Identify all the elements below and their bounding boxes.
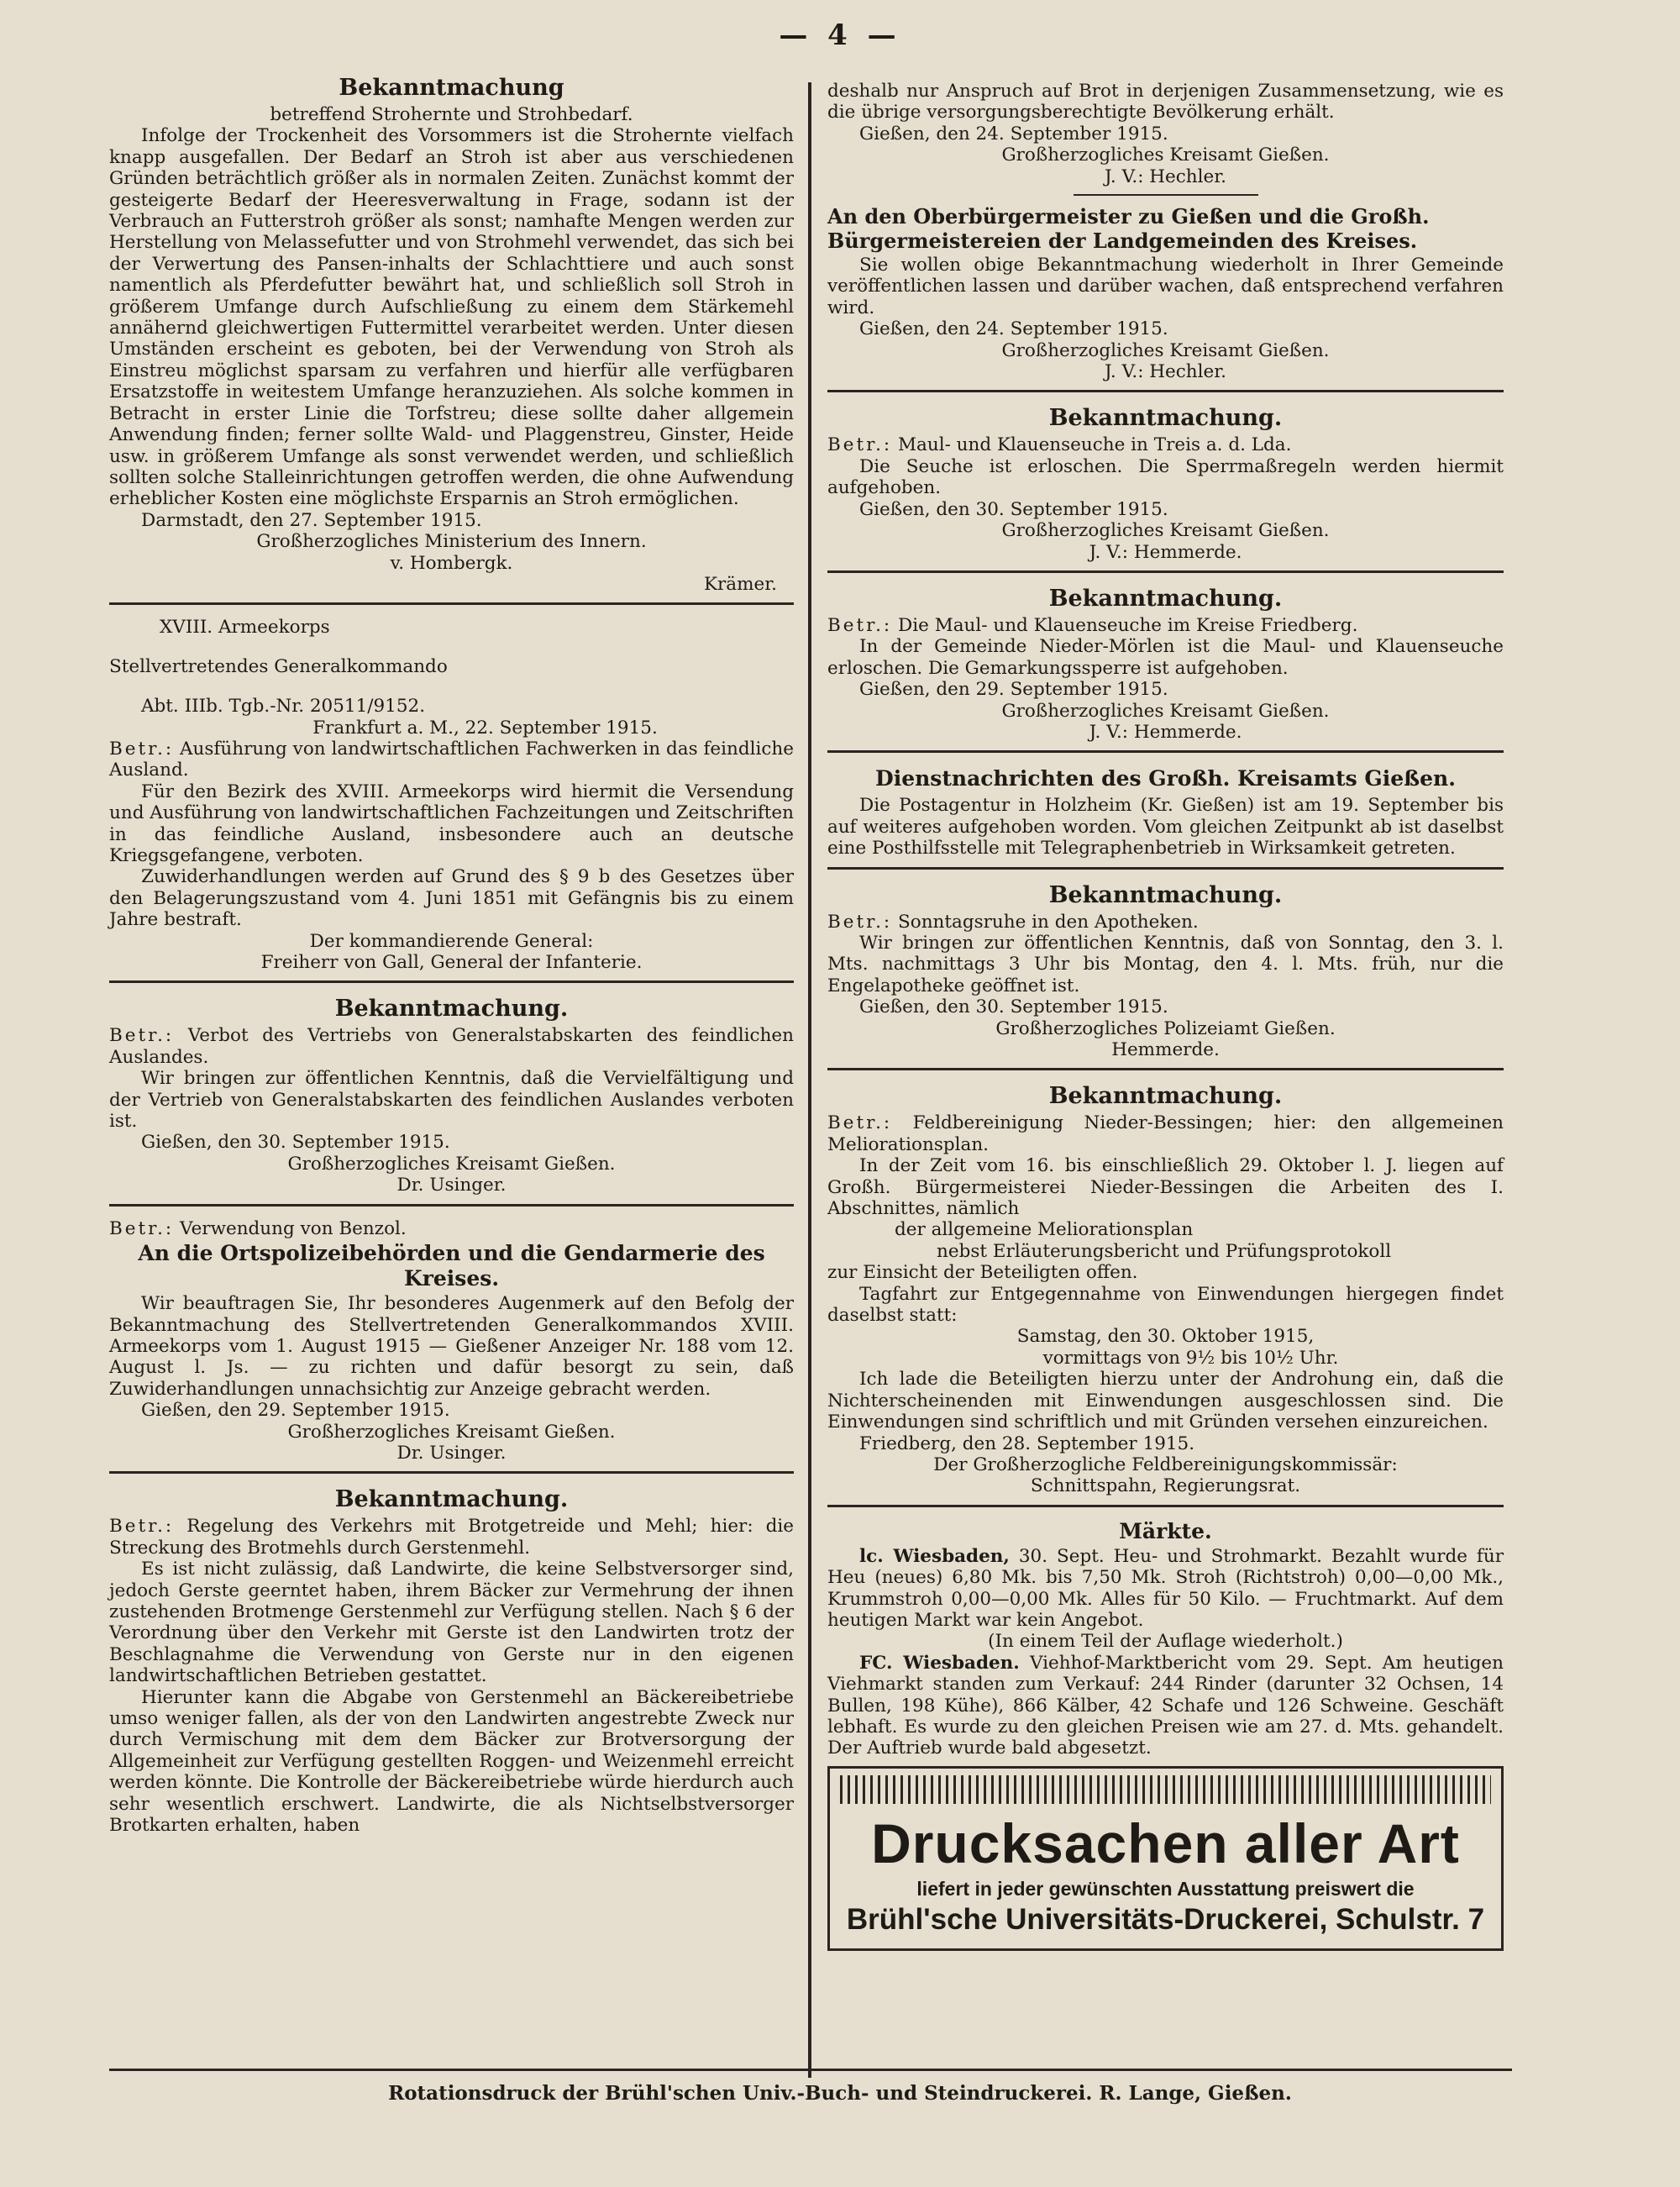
article-signer: J. V.: Hechler. xyxy=(1104,361,1226,383)
article-apotheken xyxy=(827,881,1504,1061)
divider xyxy=(109,1471,794,1474)
article-dienstnachrichten xyxy=(827,765,1504,859)
article-signer: Dr. Usinger. xyxy=(396,1175,507,1196)
article-title: Bekanntmachung xyxy=(339,75,564,101)
article-friedberg xyxy=(827,585,1504,743)
article-title: Dienstnachrichten des Großh. Kreisamts Gießen. xyxy=(875,766,1456,791)
betr-text: Feldbereinigung Nieder-Bessingen; hier: den allgemeinen Meliorationsplan. xyxy=(827,1112,1504,1155)
article-signer: J. V.: Hechler. xyxy=(1104,166,1226,187)
article-oberbuergermeister xyxy=(827,204,1504,382)
list-item: der allgemeine Meliorationsplan xyxy=(895,1219,1194,1241)
article-authority: Der Großherzogliche Feldbereinigungskommissär: xyxy=(933,1454,1398,1475)
article-subtitle: betreffend Strohernte und Strohbedarf. xyxy=(270,104,633,125)
ad-headline: Drucksachen aller Art xyxy=(871,1811,1460,1874)
list-item: nebst Erläuterungsbericht und Prüfungsprotokoll xyxy=(937,1240,1392,1262)
article-date: Friedberg, den 28. September 1915. xyxy=(859,1433,1195,1454)
article-body: In der Zeit vom 16. bis einschließlich 29. Oktober l. J. liegen auf Großh. Bürgermeisterei Nieder-Bessingen die Arbeiten des I. Abschnittes, nämlich xyxy=(827,1155,1504,1220)
article-body: Viehhof-Marktbericht vom 29. Sept. Am heutigen Viehmarkt standen zum Verkauf: 244 Rinder (darunter 32 Ochsen, 14 Bullen, 198 Kühe), 866 Kälber, 42 Schafe und 126 Schweine. Geschäft lebhaft. Es wurde zu den gleichen Preisen wie am 27. d. Mts. gehandelt. Der Auftrieb wurde bald abgesetzt. xyxy=(827,1652,1504,1759)
article-body: Die Postagentur in Holzheim (Kr. Gießen) ist am 19. September bis auf weiteres aufgehoben worden. Vom gleichen Zeitpunkt ab ist daselbst eine Posthilfsstelle mit Telegraphenbetrieb in Wirksamkeit getreten. xyxy=(827,795,1504,860)
divider xyxy=(109,1204,794,1207)
article-date: Gießen, den 29. September 1915. xyxy=(859,679,1168,701)
divider xyxy=(827,390,1504,392)
article-signer: Schnittspahn, Regierungsrat. xyxy=(1030,1475,1301,1497)
left-column xyxy=(109,72,794,1836)
divider xyxy=(827,750,1504,753)
ad-tagline: liefert in jeder gewünschten Ausstattung preiswert die xyxy=(916,1877,1415,1900)
article-title: An die Ortspolizeibehörden und die Gendarmerie des Kreises. xyxy=(138,1241,765,1291)
article-feldbereinigung xyxy=(827,1082,1504,1496)
article-authority: Großherzogliches Kreisamt Gießen. xyxy=(287,1421,616,1443)
divider xyxy=(827,570,1504,573)
betr-text: Die Maul- und Klauenseuche im Kreise Friedberg. xyxy=(898,614,1358,636)
article-signer: Dr. Usinger. xyxy=(396,1442,507,1464)
betr-text: Regelung des Verkehrs mit Brotgetreide und Mehl; hier: die Streckung des Brotmehls durch Gerstenmehl. xyxy=(109,1516,794,1559)
article-stroh xyxy=(109,74,794,595)
betr-label: Betr.: xyxy=(109,1217,175,1239)
korps-line: Stellvertretendes Generalkommando xyxy=(109,656,448,678)
betr-text: Sonntagsruhe in den Apotheken. xyxy=(898,911,1199,933)
article-signer: J. V.: Hemmerde. xyxy=(1089,541,1242,563)
article-body: In der Gemeinde Nieder-Mörlen ist die Maul- und Klauenseuche erloschen. Die Gemarkungssperre ist aufgehoben. xyxy=(827,636,1504,679)
article-title: Bekanntmachung. xyxy=(334,1486,569,1513)
korps-ref: Abt. IIIb. Tgb.-Nr. 20511/9152. xyxy=(141,696,426,718)
divider xyxy=(827,867,1504,870)
footer-rule xyxy=(109,2069,1512,2071)
korps-line: XVIII. Armeekorps xyxy=(160,617,330,639)
article-date: Gießen, den 29. September 1915. xyxy=(141,1400,450,1422)
article-body: Infolge der Trockenheit des Vorsommers ist die Strohernte vielfach knapp ausgefallen. Der Bedarf an Stroh ist aber aus verschiedenen Gründen beträchtlich größer als in normalen Zeiten. Zunächst kommt der gesteigerte Bedarf der Heeresverwaltung in Frage, sodann ist der Verbrauch an Futterstroh größer als sonst; namhafte Mengen werden zur Herstellung von Melassefutter und von Strohmehl verwendet, das sich bei der Verwertung des Pansen-inhalts der Schlachttiere und auch sonst namentlich als Pferdefutter bewährt hat, und schließlich soll Stroh in größerem Umfange durch Aufschließung zu einem dem Stärkemehl annähernd gleichwertigen Futtermittel verarbeitet werden. Unter diesen Umständen erscheint es geboten, bei der Verwendung von Stroh als Einstreu möglichst sparsam zu verfahren und hierfür alle verfügbaren Ersatzstoffe in weitestem Umfange heranzuziehen. Als solche kommen in Betracht in erster Linie die Torfstreu; diese sollte daher allgemein Anwendung finden; ferner sollte Wald- und Plaggenstreu, Ginster, Heide usw. in größerem Umfange als sonst verwendet werden, und schließlich sollten solche Stalleinrichtungen getroffen werden, die ohne Aufwendung erheblicher Kosten eine möglichste Ersparnis an Stroh ermöglichen. xyxy=(109,125,794,510)
article-title: Märkte. xyxy=(1119,1518,1212,1543)
article-armeekorps xyxy=(109,617,794,973)
article-maerkte xyxy=(827,1519,1504,1759)
betr-label: Betr.: xyxy=(827,911,893,933)
market-lead: FC. Wiesbaden. xyxy=(859,1652,1020,1674)
article-title: Bekanntmachung. xyxy=(1048,881,1283,908)
divider xyxy=(827,1505,1504,1507)
article-date: Gießen, den 24. September 1915. xyxy=(859,123,1168,145)
article-date: Darmstadt, den 27. September 1915. xyxy=(141,509,482,531)
tagfahrt-date: Samstag, den 30. Oktober 1915, xyxy=(1016,1326,1315,1348)
divider xyxy=(109,980,794,983)
article-benzol xyxy=(109,1218,794,1464)
article-treis xyxy=(827,404,1504,562)
tagfahrt-time: vormittags von 9½ bis 10½ Uhr. xyxy=(1042,1347,1339,1369)
article-body: deshalb nur Anspruch auf Brot in derjenigen Zusammensetzung, wie es die übrige versorgungsberechtigte Bevölkerung erhält. xyxy=(827,81,1504,124)
article-authority: Der kommandierende General: xyxy=(309,930,594,952)
betr-text: Maul- und Klauenseuche in Treis a. d. Lda. xyxy=(898,434,1292,456)
imprint-footer: Rotationsdruck der Brühl'schen Univ.-Buch- und Steindruckerei. R. Lange, Gießen. xyxy=(388,2082,1292,2105)
article-title: Bekanntmachung. xyxy=(334,996,569,1023)
article-body: Wir bringen zur öffentlichen Kenntnis, daß von Sonntag, den 3. l. Mts. nachmittags 3 Uhr bis Montag, den 4. l. Mts. früh, nur die Engelapotheke geöffnet ist. xyxy=(827,932,1504,996)
print-advertisement xyxy=(827,1766,1504,1951)
article-body: Die Seuche ist erloschen. Die Sperrmaßregeln werden hiermit aufgehoben. xyxy=(827,455,1504,499)
article-authority: Großherzogliches Ministerium des Innern. xyxy=(256,531,647,553)
article-authority: Großherzogliches Polizeiamt Gießen. xyxy=(995,1017,1336,1039)
article-body: Zuwiderhandlungen werden auf Grund des § 9 b des Gesetzes über den Belagerungszustand vom 4. Juni 1851 mit Gefängnis bis zu einem Jahre bestraft. xyxy=(109,866,794,931)
article-body: Tagfahrt zur Entgegennahme von Einwendungen hiergegen findet daselbst statt: xyxy=(827,1283,1504,1327)
article-signer: v. Hombergk. xyxy=(390,552,513,574)
ad-hatching xyxy=(840,1775,1491,1804)
page-number: — 4 — xyxy=(779,18,901,52)
right-column xyxy=(827,81,1504,1951)
article-authority: Großherzogliches Kreisamt Gießen. xyxy=(287,1153,616,1175)
article-title: Bekanntmachung. xyxy=(1048,1083,1283,1110)
article-date: Gießen, den 30. September 1915. xyxy=(859,996,1168,1018)
article-generalstabskarten xyxy=(109,995,794,1196)
article-authority: Großherzogliches Kreisamt Gießen. xyxy=(1001,145,1330,166)
betr-label: Betr.: xyxy=(827,614,893,636)
market-note: (In einem Teil der Auflage wiederholt.) xyxy=(988,1631,1343,1653)
article-date: Gießen, den 30. September 1915. xyxy=(859,498,1168,520)
ad-company: Brühl'sche Universitäts-Druckerei, Schulstr. 7 xyxy=(846,1902,1485,1936)
article-brotgetreide xyxy=(109,1485,794,1836)
article-title: Bekanntmachung. xyxy=(1048,585,1283,612)
betr-text: Verbot des Vertriebs von Generalstabskarten des feindlichen Auslandes. xyxy=(109,1025,794,1068)
divider xyxy=(827,1068,1504,1070)
article-date: Gießen, den 24. September 1915. xyxy=(859,318,1168,340)
article-date: Frankfurt a. M., 22. September 1915. xyxy=(312,717,658,739)
article-body: 30. Sept. Heu- und Strohmarkt. Bezahlt wurde für Heu (neues) 6,80 Mk. bis 7,50 Mk. Stroh (Richtstroh) 0,00—0,00 Mk., Krummstroh 0,00—0,00 Mk. Alles für 50 Kilo. — Fruchtmarkt. Auf dem heutigen Markt war kein Angebot. xyxy=(827,1545,1504,1631)
article-title: Bekanntmachung. xyxy=(1048,405,1283,432)
article-body: Wir bringen zur öffentlichen Kenntnis, daß die Vervielfältigung und der Vertrieb von Generalstabskarten des feindlichen Auslandes verboten ist. xyxy=(109,1068,794,1133)
article-body: Es ist nicht zulässig, daß Landwirte, die keine Selbstversorger sind, jedoch Gerste geerntet haben, ihrem Bäcker zur Vermehrung der ihnen zustehenden Brotmenge Gerstenmehl zur Verfügung stellen. Nach § 6 der Verordnung über den Verkehr mit Gerste ist den Landwirten trotz der Beschlagnahme die Verwendung von Gerste nur in den eigenen landwirtschaftlichen Betrieben gestattet. xyxy=(109,1559,794,1687)
article-authority: Großherzogliches Kreisamt Gießen. xyxy=(1001,339,1330,361)
betr-label: Betr.: xyxy=(109,738,175,760)
article-body: Ich lade die Beteiligten hierzu unter der Androhung ein, daß die Nichterscheinenden mit Einwendungen ausgeschlossen sind. Die Einwendungen sind schriftlich und mit Gründen versehen einzureichen. xyxy=(827,1369,1504,1433)
article-brotgetreide-continued xyxy=(827,81,1504,187)
article-signer: J. V.: Hemmerde. xyxy=(1089,721,1242,743)
article-signer: Hemmerde. xyxy=(1111,1039,1220,1060)
market-lead: lc. Wiesbaden, xyxy=(859,1545,1010,1567)
short-divider xyxy=(1074,194,1258,196)
betr-text: Verwendung von Benzol. xyxy=(180,1217,407,1239)
article-body: Wir beauftragen Sie, Ihr besonderes Augenmerk auf den Befolg der Bekanntmachung des Stellvertretenden Generalkommandos XVIII. Armeekorps vom 1. August 1915 — Gießener Anzeiger Nr. 188 vom 12. August l. Js. — zu richten und dafür besorgt zu sein, daß Zuwiderhandlungen unnachsichtig zur Anzeige gebracht werden. xyxy=(109,1293,794,1400)
article-date: Gießen, den 30. September 1915. xyxy=(141,1132,450,1154)
article-cosigner: Krämer. xyxy=(703,573,777,595)
article-signer: Freiherr von Gall, General der Infanterie. xyxy=(260,952,643,974)
article-body: Sie wollen obige Bekanntmachung wiederholt in Ihrer Gemeinde veröffentlichen lassen und darüber wachen, daß entsprechend verfahren wird. xyxy=(827,255,1504,318)
betr-label: Betr.: xyxy=(827,434,893,456)
article-body: Hierunter kann die Abgabe von Gerstenmehl an Bäckereibetriebe umso weniger fallen, als der von den Landwirten angestrebte Zweck nur durch Vermischung mit dem dem Bäcker zur Brotversorgung der Allgemeinheit zur Verfügung gestellten Roggen- und Weizenmehl erreicht werden könnte. Die Kontrolle der Bäckereibetriebe würde hierdurch auch sehr wesentlich erschwert. Landwirte, die als Nichtselbstversorger Brotkarten erhalten, haben xyxy=(109,1686,794,1837)
betr-label: Betr.: xyxy=(109,1516,175,1538)
divider xyxy=(109,602,794,605)
article-authority: Großherzogliches Kreisamt Gießen. xyxy=(1001,700,1330,722)
betr-text: Ausführung von landwirtschaftlichen Fachwerken in das feindliche Ausland. xyxy=(109,738,794,781)
article-body: zur Einsicht der Beteiligten offen. xyxy=(827,1262,1138,1284)
article-title: An den Oberbürgermeister zu Gießen und die Großh. Bürgermeistereien der Landgemeinden des Kreises. xyxy=(827,204,1430,254)
betr-label: Betr.: xyxy=(827,1112,893,1134)
betr-label: Betr.: xyxy=(109,1025,175,1047)
column-divider xyxy=(808,82,811,2078)
article-authority: Großherzogliches Kreisamt Gießen. xyxy=(1001,520,1330,542)
article-body: Für den Bezirk des XVIII. Armeekorps wird hiermit die Versendung und Ausführung von landwirtschaftlichen Fachzeitungen und Zeitschriften in das feindliche Ausland, insbesondere auch an deutsche Kriegsgefangene, verboten. xyxy=(109,781,794,866)
